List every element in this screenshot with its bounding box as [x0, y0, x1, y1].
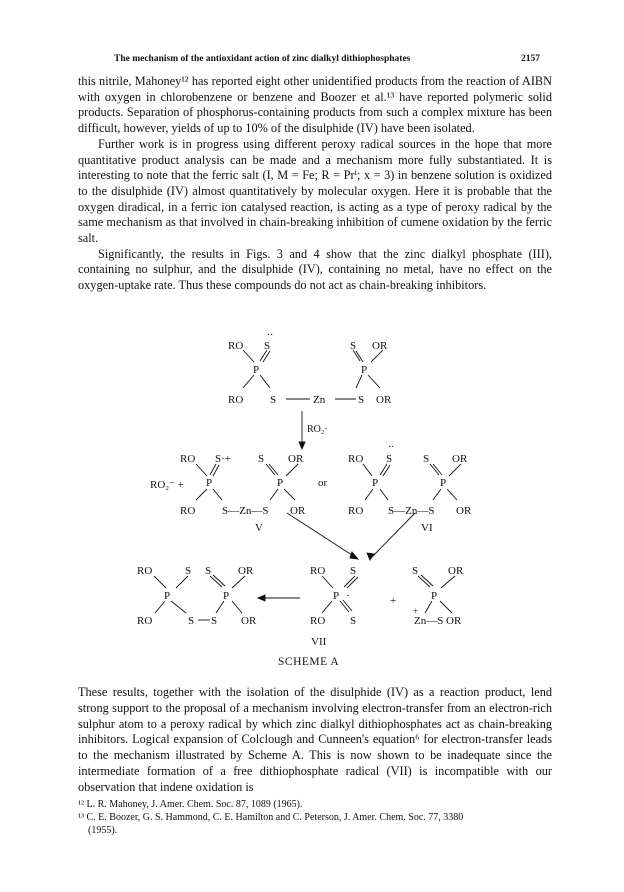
- vii-ro-2: RO: [310, 615, 326, 627]
- vi-or-2: OR: [456, 505, 472, 517]
- label-vii: VII: [311, 636, 327, 648]
- lone-pair-2: ·: [388, 442, 392, 453]
- lone-pair-1b: ·: [270, 330, 274, 341]
- top-s-4: S: [350, 340, 357, 352]
- r-or-2: OR: [446, 615, 462, 627]
- vi-ro-2: RO: [348, 505, 364, 517]
- v-or-1: OR: [288, 453, 304, 465]
- d-p-2: P: [223, 590, 230, 602]
- top-s-1: S: [264, 340, 271, 352]
- footnote-13: ¹³ C. E. Boozer, G. S. Hammond, C. E. Hamilton and C. Peterson, J. Amer. Chem. Soc. 77, 3380: [78, 812, 464, 823]
- vii-dot: ·: [346, 590, 350, 602]
- v-s-zn-s: S—Zn—S: [222, 505, 269, 517]
- label-v: V: [255, 522, 263, 534]
- v-ro-1: RO: [180, 453, 196, 465]
- vi-p-1: P: [372, 477, 379, 489]
- r-or-1: OR: [448, 565, 464, 577]
- top-s-3: S: [358, 394, 365, 406]
- v-or-2: OR: [290, 505, 306, 517]
- top-or-2: OR: [376, 394, 392, 406]
- vi-s-zn-s: S—Zn—S: [388, 505, 435, 517]
- scheme-a-drawing: [0, 328, 624, 680]
- top-or-1: OR: [372, 340, 388, 352]
- top-p-2: P: [361, 364, 368, 376]
- v-s-2: S: [258, 453, 265, 465]
- r-zn-s: Zn—S: [414, 615, 444, 627]
- vi-or-1: OR: [452, 453, 468, 465]
- label-vi: VI: [421, 522, 433, 534]
- v-s-plus: S·+: [215, 453, 231, 465]
- top-ro-2: RO: [228, 394, 244, 406]
- body-text-bottom: [78, 673, 552, 808]
- v-p-1: P: [206, 477, 213, 489]
- d-s-2: S: [205, 565, 212, 577]
- vii-s-1: S: [350, 565, 357, 577]
- d-or-2: OR: [241, 615, 257, 627]
- d-s-1: S: [185, 565, 192, 577]
- paragraph-2: Further work is in progress using different peroxy radical sources in the hope that more quantitative product analysis can be made and a mechanism more fully substantiated. It is interesting to note that the ferric salt (I, M = Fe; R = Prⁱ; x = 3) in benzene solution is oxidized to the disulphide (IV) almost quantitatively by molecular oxygen. Here it is probable that the oxygen diradical, in a ferric ion catalysed reaction, is acting as a type of peroxy radical by the same mechanism as that involved in chain-breaking inhibition of cumene oxidation by the ferric salt.: [78, 136, 552, 246]
- vii-s-2: S: [350, 615, 357, 627]
- r-p: P: [431, 590, 438, 602]
- d-s-3: S: [188, 615, 195, 627]
- reagent-left: RO₂⁻ +: [150, 479, 184, 491]
- top-p-1: P: [253, 364, 260, 376]
- running-title: The mechanism of the antioxidant action of zinc dialkyl dithiophosphates: [114, 54, 411, 64]
- paragraph-4: These results, together with the isolation of the disulphide (IV) as a reaction product, lend strong support to the proposal of a mechanism involving electron-transfer from an electron-rich sulphur atom to a peroxy radical by which zinc dialkyl dithiophosphates act as chain-breaking inhibitors. Logical expansion of Colclough and Cunneen's equation⁶ for electron-transfer leads to the mechanism illustrated by Scheme A. This is now shown to be inadequate since the intermediate formation of a free dithiophosphate radical (VII) is incompatible with our observation that indene oxidation is: [78, 685, 552, 794]
- body-text-top: [78, 74, 552, 294]
- d-ro-1: RO: [137, 565, 153, 577]
- footnote-12: ¹² L. R. Mahoney, J. Amer. Chem. Soc. 87, 1089 (1965).: [78, 799, 303, 810]
- d-s-4: S: [211, 615, 218, 627]
- footnotes: [78, 798, 552, 837]
- scheme-a: [0, 328, 624, 680]
- vii-ro-1: RO: [310, 565, 326, 577]
- r-zn-plus: +: [413, 606, 419, 616]
- vi-s-2: S: [423, 453, 430, 465]
- vi-p-2: P: [440, 477, 447, 489]
- reagent-label: RO₂·: [307, 424, 328, 435]
- footnote-13-continued: (1955).: [88, 825, 118, 836]
- v-p-2: P: [277, 477, 284, 489]
- top-s-2: S: [270, 394, 277, 406]
- lone-pair-2b: ·: [391, 442, 395, 453]
- paragraph-3: Significantly, the results in Figs. 3 and 4 show that the zinc dialkyl phosphate (III), containing no sulphur, and the disulphide (IV), containing no metal, have no effect on the oxygen-uptake rate. Thus these compounds do not act as chain-breaking inhibitors.: [78, 246, 552, 293]
- d-or-1: OR: [238, 565, 254, 577]
- v-ro-2: RO: [180, 505, 196, 517]
- vii-p: P: [333, 590, 340, 602]
- r-s-1: S: [412, 565, 419, 577]
- page-number: 2157: [521, 54, 540, 64]
- vi-ro-1: RO: [348, 453, 364, 465]
- plus-sign: +: [390, 595, 397, 607]
- top-ro-1: RO: [228, 340, 244, 352]
- d-ro-2: RO: [137, 615, 153, 627]
- lone-pair-1: ·: [267, 330, 271, 341]
- scheme-caption: SCHEME A: [278, 656, 340, 668]
- paragraph-1: this nitrile, Mahoney¹² has reported eight other unidentified products from the reaction of AIBN with oxygen in chlorobenzene or benzene and Boozer et al.¹³ have reported polymeric solid products. Separation of phosphorus-containing products from such a complex mixture has been difficult, however, yields of up to 10% of the disulphide (IV) have been isolated.: [78, 74, 552, 136]
- top-zn: Zn: [313, 394, 326, 406]
- vi-s-1: S: [386, 453, 393, 465]
- d-p-1: P: [164, 590, 171, 602]
- or-word: or: [318, 477, 328, 489]
